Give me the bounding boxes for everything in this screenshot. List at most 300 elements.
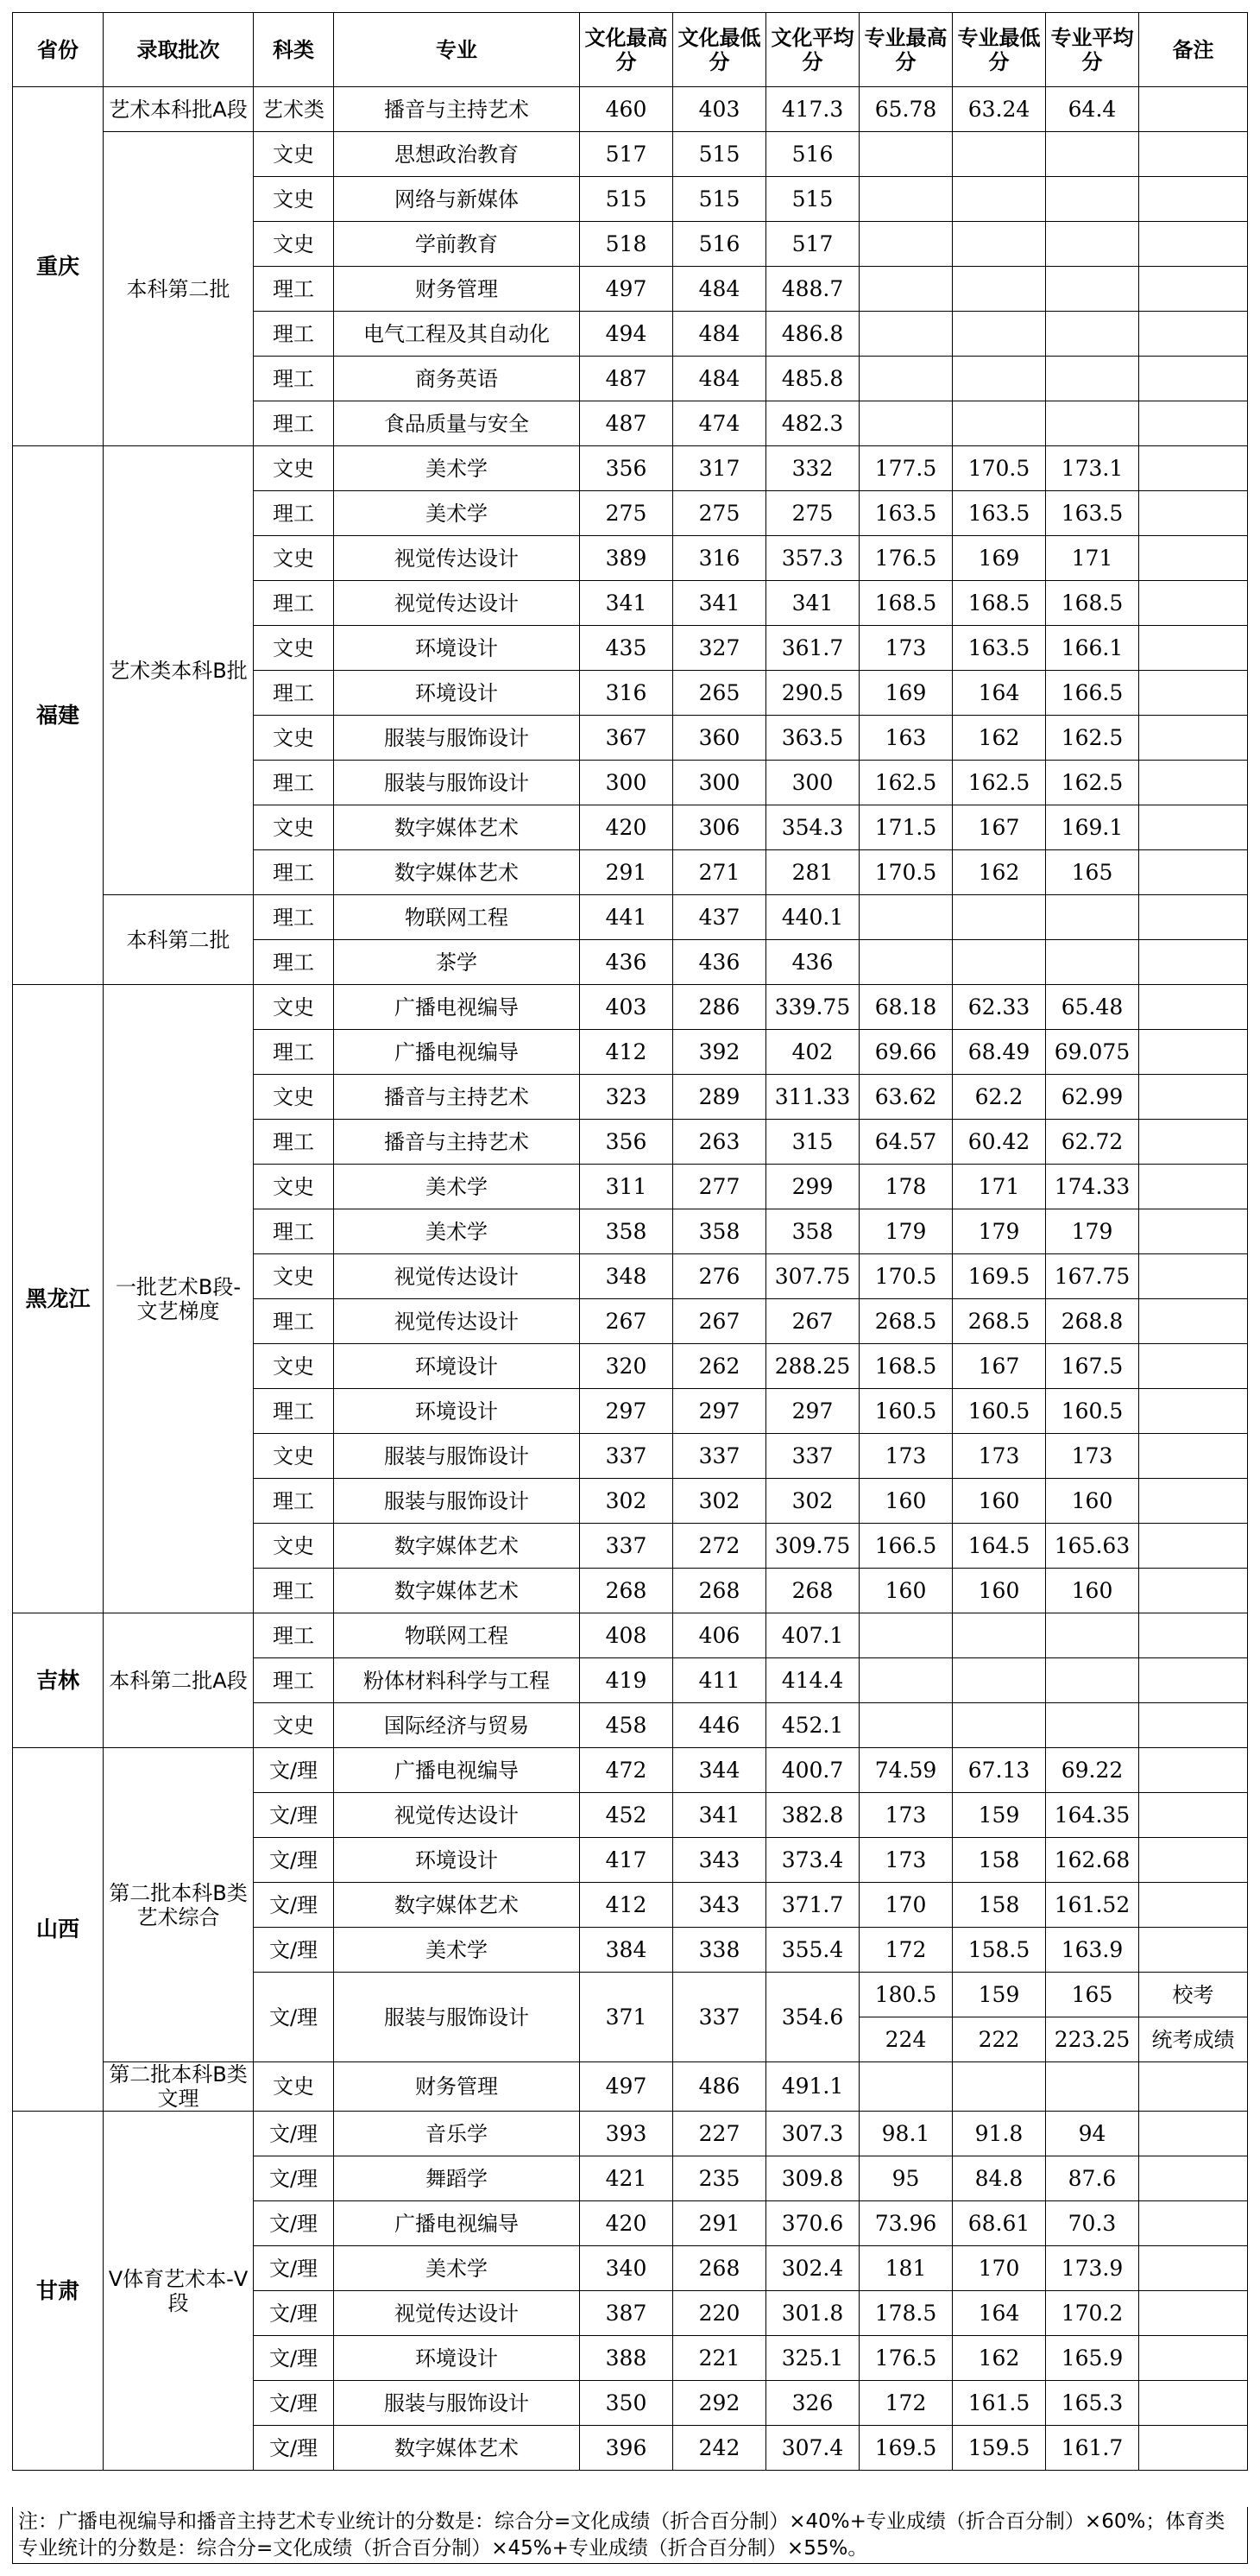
- major-cell: 数字媒体艺术: [334, 2426, 580, 2471]
- major-cell: 音乐学: [334, 2112, 580, 2156]
- culture-avg-cell: 297: [766, 1389, 860, 1434]
- remark-cell: [1139, 985, 1248, 1030]
- culture-min-cell: 242: [673, 2426, 766, 2471]
- major-max-cell: 65.78: [860, 87, 953, 132]
- major-max-cell: [860, 401, 953, 446]
- major-max-cell: [860, 177, 953, 222]
- major-max-cell: 173: [860, 626, 953, 671]
- major-max-cell: 163: [860, 716, 953, 761]
- culture-max-cell: 494: [580, 312, 673, 357]
- major-max-cell: 170.5: [860, 1254, 953, 1299]
- category-cell: 文史: [254, 446, 334, 491]
- major-min-cell: 164: [953, 2291, 1046, 2336]
- major-max-cell: 169: [860, 671, 953, 716]
- remark-cell: [1139, 1613, 1248, 1658]
- major-min-cell: 162: [953, 850, 1046, 895]
- major-avg-cell: 165.9: [1046, 2336, 1139, 2381]
- category-cell: 艺术类: [254, 87, 334, 132]
- major-avg-cell: 69.075: [1046, 1030, 1139, 1075]
- culture-min-cell: 263: [673, 1120, 766, 1165]
- culture-min-cell: 227: [673, 2112, 766, 2156]
- batch-cell: 本科第二批A段: [104, 1613, 254, 1748]
- major-min-cell: 68.61: [953, 2201, 1046, 2246]
- culture-min-cell: 515: [673, 177, 766, 222]
- major-avg-cell: [1046, 401, 1139, 446]
- category-cell: 文史: [254, 1524, 334, 1569]
- major-cell: 舞蹈学: [334, 2156, 580, 2201]
- batch-cell: 第二批本科B类艺术综合: [104, 1748, 254, 2062]
- major-avg-cell: 163.5: [1046, 491, 1139, 536]
- major-cell: 粉体材料科学与工程: [334, 1658, 580, 1703]
- category-cell: 理工: [254, 357, 334, 401]
- major-cell: 视觉传达设计: [334, 1793, 580, 1838]
- category-cell: 文史: [254, 1075, 334, 1120]
- major-max-cell: [860, 132, 953, 177]
- major-cell: 财务管理: [334, 2062, 580, 2112]
- major-max-cell: [860, 2062, 953, 2112]
- table-row: [13, 2062, 1248, 2112]
- culture-max-cell: 393: [580, 2112, 673, 2156]
- category-cell: 理工: [254, 940, 334, 985]
- category-cell: 文史: [254, 536, 334, 581]
- remark-cell: [1139, 2062, 1248, 2112]
- culture-min-cell: 291: [673, 2201, 766, 2246]
- category-cell: 文/理: [254, 2201, 334, 2246]
- major-avg-cell: 173.9: [1046, 2246, 1139, 2291]
- major-max-cell: 64.57: [860, 1120, 953, 1165]
- major-avg-cell: [1046, 1703, 1139, 1748]
- culture-max-cell: 316: [580, 671, 673, 716]
- culture-max-cell: 441: [580, 895, 673, 940]
- category-cell: 文/理: [254, 2246, 334, 2291]
- footnote: 注：广播电视编导和播音主持艺术专业统计的分数是：综合分=文化成绩（折合百分制）×40%+专业成绩（折合百分制）×60%；体育类专业统计的分数是：综合分=文化成绩（折合百分制）×45%+专业成绩（折合百分制）×55%。: [12, 2507, 1248, 2564]
- major-max-cell: 160: [860, 1479, 953, 1524]
- major-min-cell: 158: [953, 1838, 1046, 1883]
- major-cell: 广播电视编导: [334, 985, 580, 1030]
- remark-cell: [1139, 446, 1248, 491]
- major-min-cell: 162.5: [953, 761, 1046, 805]
- major-avg-cell: 165: [1046, 1973, 1139, 2017]
- major-avg-cell: 164.35: [1046, 1793, 1139, 1838]
- table-row: [13, 87, 1248, 132]
- major-max-cell: 171.5: [860, 805, 953, 850]
- culture-min-cell: 484: [673, 267, 766, 312]
- major-max-cell: 168.5: [860, 1344, 953, 1389]
- culture-min-cell: 267: [673, 1299, 766, 1344]
- remark-cell: [1139, 1658, 1248, 1703]
- major-min-cell: 158.5: [953, 1928, 1046, 1973]
- culture-max-cell: 435: [580, 626, 673, 671]
- remark-cell: [1139, 1479, 1248, 1524]
- province-cell: 黑龙江: [13, 985, 104, 1613]
- culture-max-cell: 291: [580, 850, 673, 895]
- major-avg-cell: 162.5: [1046, 716, 1139, 761]
- major-avg-cell: 62.72: [1046, 1120, 1139, 1165]
- culture-max-cell: 403: [580, 985, 673, 1030]
- culture-max-cell: 320: [580, 1344, 673, 1389]
- major-min-cell: 167: [953, 805, 1046, 850]
- remark-cell: [1139, 1389, 1248, 1434]
- remark-cell: [1139, 1793, 1248, 1838]
- major-cell: 国际经济与贸易: [334, 1703, 580, 1748]
- header-major: 专业: [334, 13, 580, 87]
- category-cell: 文/理: [254, 2381, 334, 2426]
- culture-avg-cell: 307.4: [766, 2426, 860, 2471]
- culture-min-cell: 437: [673, 895, 766, 940]
- major-max-cell: 173: [860, 1434, 953, 1479]
- major-min-cell: [953, 177, 1046, 222]
- culture-min-cell: 297: [673, 1389, 766, 1434]
- major-avg-cell: 162.68: [1046, 1838, 1139, 1883]
- major-max-cell: 162.5: [860, 761, 953, 805]
- province-cell: 甘肃: [13, 2112, 104, 2471]
- remark-cell: [1139, 2112, 1248, 2156]
- major-max-cell: [860, 312, 953, 357]
- header-row: [13, 13, 1248, 87]
- major-cell: 服装与服饰设计: [334, 1479, 580, 1524]
- remark-cell: [1139, 1569, 1248, 1613]
- major-min-cell: 160.5: [953, 1389, 1046, 1434]
- major-avg-cell: 171: [1046, 536, 1139, 581]
- remark-cell: [1139, 267, 1248, 312]
- culture-max-cell: 412: [580, 1030, 673, 1075]
- culture-min-cell: 306: [673, 805, 766, 850]
- major-min-cell: [953, 222, 1046, 267]
- major-avg-cell: [1046, 177, 1139, 222]
- major-max-cell: 170.5: [860, 850, 953, 895]
- culture-max-cell: 487: [580, 357, 673, 401]
- culture-max-cell: 458: [580, 1703, 673, 1748]
- major-min-cell: 160: [953, 1479, 1046, 1524]
- remark-cell: [1139, 805, 1248, 850]
- culture-min-cell: 292: [673, 2381, 766, 2426]
- culture-max-cell: 275: [580, 491, 673, 536]
- major-min-cell: 162: [953, 716, 1046, 761]
- remark-cell: [1139, 1299, 1248, 1344]
- culture-max-cell: 341: [580, 581, 673, 626]
- major-max-cell: 166.5: [860, 1524, 953, 1569]
- major-avg-cell: [1046, 940, 1139, 985]
- major-min-cell: [953, 401, 1046, 446]
- culture-avg-cell: 311.33: [766, 1075, 860, 1120]
- batch-cell: 本科第二批: [104, 132, 254, 446]
- culture-avg-cell: 307.3: [766, 2112, 860, 2156]
- major-avg-cell: 167.75: [1046, 1254, 1139, 1299]
- major-min-cell: 164.5: [953, 1524, 1046, 1569]
- remark-cell: [1139, 536, 1248, 581]
- major-avg-cell: 179: [1046, 1209, 1139, 1254]
- culture-max-cell: 300: [580, 761, 673, 805]
- major-min-cell: 164: [953, 671, 1046, 716]
- major-max-cell: 180.5: [860, 1973, 953, 2017]
- major-max-cell: 176.5: [860, 2336, 953, 2381]
- table-body: [13, 87, 1248, 2471]
- major-max-cell: 160.5: [860, 1389, 953, 1434]
- header-major-min: 专业最低分: [953, 13, 1046, 87]
- culture-avg-cell: 268: [766, 1569, 860, 1613]
- major-cell: 数字媒体艺术: [334, 1524, 580, 1569]
- major-cell: 数字媒体艺术: [334, 1569, 580, 1613]
- culture-avg-cell: 482.3: [766, 401, 860, 446]
- major-min-cell: 171: [953, 1165, 1046, 1209]
- major-cell: 财务管理: [334, 267, 580, 312]
- culture-avg-cell: 436: [766, 940, 860, 985]
- remark-cell: [1139, 2156, 1248, 2201]
- culture-max-cell: 412: [580, 1883, 673, 1928]
- major-avg-cell: 173.1: [1046, 446, 1139, 491]
- table-row: [13, 895, 1248, 940]
- major-avg-cell: 62.99: [1046, 1075, 1139, 1120]
- major-cell: 环境设计: [334, 1838, 580, 1883]
- culture-avg-cell: 440.1: [766, 895, 860, 940]
- major-avg-cell: 223.25: [1046, 2017, 1139, 2062]
- category-cell: 理工: [254, 1120, 334, 1165]
- culture-avg-cell: 326: [766, 2381, 860, 2426]
- major-avg-cell: [1046, 267, 1139, 312]
- major-min-cell: 268.5: [953, 1299, 1046, 1344]
- category-cell: 理工: [254, 267, 334, 312]
- category-cell: 理工: [254, 671, 334, 716]
- remark-cell: [1139, 177, 1248, 222]
- major-min-cell: 162: [953, 2336, 1046, 2381]
- major-cell: 美术学: [334, 1165, 580, 1209]
- category-cell: 理工: [254, 581, 334, 626]
- category-cell: 文/理: [254, 1928, 334, 1973]
- remark-cell: [1139, 1434, 1248, 1479]
- culture-max-cell: 337: [580, 1434, 673, 1479]
- culture-max-cell: 388: [580, 2336, 673, 2381]
- major-max-cell: 173: [860, 1838, 953, 1883]
- category-cell: 文/理: [254, 2426, 334, 2471]
- culture-min-cell: 486: [673, 2062, 766, 2112]
- major-min-cell: 62.2: [953, 1075, 1046, 1120]
- category-cell: 文史: [254, 132, 334, 177]
- remark-cell: [1139, 2291, 1248, 2336]
- major-min-cell: 222: [953, 2017, 1046, 2062]
- major-cell: 视觉传达设计: [334, 581, 580, 626]
- major-cell: 物联网工程: [334, 1613, 580, 1658]
- province-cell: 山西: [13, 1748, 104, 2112]
- culture-min-cell: 344: [673, 1748, 766, 1793]
- major-cell: 环境设计: [334, 1344, 580, 1389]
- remark-cell: [1139, 1838, 1248, 1883]
- category-cell: 理工: [254, 401, 334, 446]
- major-min-cell: [953, 940, 1046, 985]
- culture-avg-cell: 275: [766, 491, 860, 536]
- major-min-cell: [953, 1658, 1046, 1703]
- culture-max-cell: 348: [580, 1254, 673, 1299]
- remark-cell: [1139, 2381, 1248, 2426]
- remark-cell: [1139, 1928, 1248, 1973]
- culture-min-cell: 272: [673, 1524, 766, 1569]
- major-cell: 播音与主持艺术: [334, 1075, 580, 1120]
- culture-max-cell: 358: [580, 1209, 673, 1254]
- culture-min-cell: 327: [673, 626, 766, 671]
- major-avg-cell: 163.9: [1046, 1928, 1139, 1973]
- category-cell: 理工: [254, 761, 334, 805]
- major-cell: 数字媒体艺术: [334, 850, 580, 895]
- admission-score-table: [12, 12, 1248, 2471]
- major-min-cell: 170: [953, 2246, 1046, 2291]
- remark-cell: [1139, 850, 1248, 895]
- major-min-cell: 84.8: [953, 2156, 1046, 2201]
- category-cell: 文/理: [254, 2112, 334, 2156]
- province-cell: 吉林: [13, 1613, 104, 1748]
- major-max-cell: 172: [860, 2381, 953, 2426]
- remark-cell: [1139, 357, 1248, 401]
- table-row: [13, 446, 1248, 491]
- major-max-cell: 177.5: [860, 446, 953, 491]
- major-max-cell: 68.18: [860, 985, 953, 1030]
- remark-cell: [1139, 132, 1248, 177]
- category-cell: 文/理: [254, 2291, 334, 2336]
- culture-max-cell: 302: [580, 1479, 673, 1524]
- remark-cell: [1139, 222, 1248, 267]
- culture-min-cell: 271: [673, 850, 766, 895]
- culture-max-cell: 389: [580, 536, 673, 581]
- remark-cell: [1139, 1075, 1248, 1120]
- culture-min-cell: 277: [673, 1165, 766, 1209]
- remark-cell: [1139, 1165, 1248, 1209]
- culture-min-cell: 235: [673, 2156, 766, 2201]
- major-min-cell: 163.5: [953, 626, 1046, 671]
- culture-avg-cell: 315: [766, 1120, 860, 1165]
- culture-avg-cell: 354.3: [766, 805, 860, 850]
- culture-avg-cell: 417.3: [766, 87, 860, 132]
- remark-cell: [1139, 671, 1248, 716]
- major-cell: 广播电视编导: [334, 1748, 580, 1793]
- culture-avg-cell: 341: [766, 581, 860, 626]
- major-cell: 视觉传达设计: [334, 2291, 580, 2336]
- major-max-cell: 168.5: [860, 581, 953, 626]
- major-cell: 美术学: [334, 1928, 580, 1973]
- remark-cell: [1139, 940, 1248, 985]
- major-avg-cell: 94: [1046, 2112, 1139, 2156]
- culture-avg-cell: 307.75: [766, 1254, 860, 1299]
- culture-avg-cell: 281: [766, 850, 860, 895]
- culture-max-cell: 487: [580, 401, 673, 446]
- remark-cell: [1139, 1120, 1248, 1165]
- culture-avg-cell: 354.6: [766, 1973, 860, 2062]
- category-cell: 理工: [254, 1389, 334, 1434]
- major-cell: 物联网工程: [334, 895, 580, 940]
- remark-cell: [1139, 716, 1248, 761]
- batch-cell: V体育艺术本-V段: [104, 2112, 254, 2471]
- culture-min-cell: 446: [673, 1703, 766, 1748]
- major-max-cell: [860, 357, 953, 401]
- province-cell: 福建: [13, 446, 104, 985]
- category-cell: 文/理: [254, 1748, 334, 1793]
- batch-cell: 本科第二批: [104, 895, 254, 985]
- major-max-cell: 169.5: [860, 2426, 953, 2471]
- major-avg-cell: 166.1: [1046, 626, 1139, 671]
- culture-min-cell: 302: [673, 1479, 766, 1524]
- major-min-cell: [953, 1613, 1046, 1658]
- culture-avg-cell: 290.5: [766, 671, 860, 716]
- culture-max-cell: 297: [580, 1389, 673, 1434]
- major-avg-cell: 268.8: [1046, 1299, 1139, 1344]
- major-cell: 播音与主持艺术: [334, 1120, 580, 1165]
- category-cell: 文史: [254, 1434, 334, 1479]
- culture-max-cell: 515: [580, 177, 673, 222]
- category-cell: 文/理: [254, 1793, 334, 1838]
- table-row: [13, 132, 1248, 177]
- category-cell: 理工: [254, 1030, 334, 1075]
- culture-avg-cell: 325.1: [766, 2336, 860, 2381]
- culture-min-cell: 343: [673, 1838, 766, 1883]
- culture-avg-cell: 400.7: [766, 1748, 860, 1793]
- major-cell: 美术学: [334, 491, 580, 536]
- major-cell: 服装与服饰设计: [334, 716, 580, 761]
- culture-avg-cell: 267: [766, 1299, 860, 1344]
- major-avg-cell: 165.63: [1046, 1524, 1139, 1569]
- remark-cell: [1139, 1524, 1248, 1569]
- major-max-cell: 172: [860, 1928, 953, 1973]
- culture-min-cell: 411: [673, 1658, 766, 1703]
- major-max-cell: [860, 895, 953, 940]
- culture-min-cell: 341: [673, 1793, 766, 1838]
- major-max-cell: 181: [860, 2246, 953, 2291]
- major-avg-cell: 160: [1046, 1479, 1139, 1524]
- header-culture-min: 文化最低分: [673, 13, 766, 87]
- culture-max-cell: 384: [580, 1928, 673, 1973]
- culture-max-cell: 518: [580, 222, 673, 267]
- culture-max-cell: 311: [580, 1165, 673, 1209]
- culture-max-cell: 497: [580, 267, 673, 312]
- major-avg-cell: 162.5: [1046, 761, 1139, 805]
- major-avg-cell: 65.48: [1046, 985, 1139, 1030]
- culture-max-cell: 419: [580, 1658, 673, 1703]
- major-avg-cell: 174.33: [1046, 1165, 1139, 1209]
- major-max-cell: 73.96: [860, 2201, 953, 2246]
- culture-avg-cell: 485.8: [766, 357, 860, 401]
- category-cell: 文/理: [254, 2336, 334, 2381]
- culture-avg-cell: 515: [766, 177, 860, 222]
- major-avg-cell: 165.3: [1046, 2381, 1139, 2426]
- category-cell: 文史: [254, 985, 334, 1030]
- major-min-cell: [953, 2062, 1046, 2112]
- major-cell: 播音与主持艺术: [334, 87, 580, 132]
- culture-max-cell: 323: [580, 1075, 673, 1120]
- category-cell: 文史: [254, 1703, 334, 1748]
- major-min-cell: 167: [953, 1344, 1046, 1389]
- table-row: [13, 1748, 1248, 1793]
- culture-avg-cell: 516: [766, 132, 860, 177]
- category-cell: 理工: [254, 1569, 334, 1613]
- culture-avg-cell: 355.4: [766, 1928, 860, 1973]
- major-avg-cell: 169.1: [1046, 805, 1139, 850]
- culture-max-cell: 350: [580, 2381, 673, 2426]
- major-cell: 视觉传达设计: [334, 1299, 580, 1344]
- major-avg-cell: 64.4: [1046, 87, 1139, 132]
- culture-min-cell: 300: [673, 761, 766, 805]
- culture-avg-cell: 288.25: [766, 1344, 860, 1389]
- header-culture-avg: 文化平均分: [766, 13, 860, 87]
- culture-min-cell: 262: [673, 1344, 766, 1389]
- category-cell: 文史: [254, 626, 334, 671]
- major-cell: 思想政治教育: [334, 132, 580, 177]
- remark-cell: [1139, 1344, 1248, 1389]
- major-max-cell: 179: [860, 1209, 953, 1254]
- category-cell: 文/理: [254, 1838, 334, 1883]
- category-cell: 理工: [254, 850, 334, 895]
- category-cell: 文/理: [254, 1883, 334, 1928]
- major-max-cell: [860, 222, 953, 267]
- major-min-cell: [953, 132, 1046, 177]
- major-cell: 美术学: [334, 446, 580, 491]
- table-row: [13, 2112, 1248, 2156]
- culture-min-cell: 265: [673, 671, 766, 716]
